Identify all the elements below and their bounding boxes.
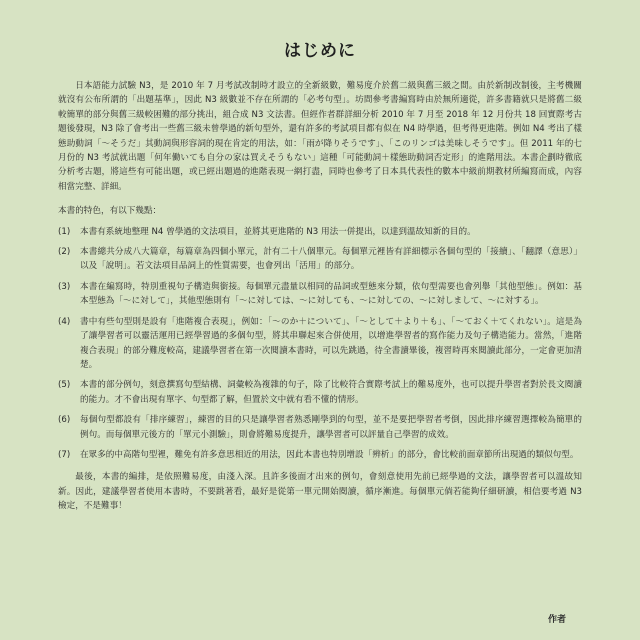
closing-paragraph: 最後，本書的編排，是依照難易度，由淺入深。且許多後面才出來的例句，會刻意使用先前已經學過的文法，讓學習者可以溫故知新。因此，建議學習者使用本書時，不要跳著看，最好是從第一單元開始閱讀，循序漸進。每個單元倘若能夠仔細研讀，相信要考過 N3 檢定，不是難事！: [58, 472, 582, 512]
feature-text: 本書總共分成八大篇章，每篇章為四個小單元，計有二十八個單元。每個單元裡皆有詳細標示各個句型的「接續」、「翻譯（意思）」以及「說明」。若文法項目品詞上的性質需要，也會列出「活用」的部分。: [80, 247, 582, 272]
feature-number: (3): [58, 281, 71, 292]
feature-number: (7): [58, 449, 71, 460]
feature-number: (1): [58, 226, 71, 237]
feature-text: 本書有系統地整理 N4 曾學過的文法項目，並將其更進階的 N3 用法一併提出，以達到溫故知新的目的。: [80, 226, 476, 237]
features-heading: 本書的特色，有以下幾點：: [58, 206, 162, 217]
feature-number: (6): [58, 415, 71, 426]
author-signature: 作者: [547, 615, 566, 625]
feature-number: (4): [58, 316, 71, 327]
feature-item-5: [58, 378, 582, 407]
feature-text: 本書在編寫時，特別重視句子構造與銜接。每個單元盡量以相同的品詞或型態來分類，依句型需要也會列舉「其他型態」。例如：基本型態為「～に対して」，其他型態則有「～に対しては、～に対しても、～に対しての、～に対しまして、～に対する」。: [80, 281, 582, 307]
feature-list: [58, 225, 582, 463]
feature-item-2: [58, 245, 582, 274]
feature-number: (5): [58, 380, 71, 391]
feature-text: 每個句型都設有「排序練習」，練習的目的只是讓學習者熟悉剛學到的句型，並不是要把學習者考倒，因此排序練習選擇較為簡單的例句。而每個單元後方的「單元小測驗」，則會將難易度提升，讓學習者可以評量自己學習的成效。: [80, 415, 582, 440]
feature-number: (2): [58, 247, 71, 258]
feature-text: 書中有些句型則是設有「進階複合表現」，例如：「～のか＋について」、「～として＋より＋も」、「～ておく＋てくれない」。這是為了讓學習者可以靈活運用已經學習過的多個句型，將其串聯起來合併使用，以增進學習者的寫作能力及句子構造能力。當然，「進階複合表現」的部分難度較高，建議學習者在第一次閱讀本書時，可以先跳過，待全書讀畢後，複習時再來閱讀此部分，一定會更加清楚。: [80, 316, 582, 370]
feature-item-6: [58, 413, 582, 442]
intro-paragraph: 日本語能力試驗 N3，是 2010 年 7 月考試改制時才設立的全新級數，難易度介於舊二級與舊三級之間。由於新制改制後，主考機關就沒有公布所謂的「出題基準」，因此 N3 級數並不存在所謂的「必考句型」。坊間參考書編寫時由於無所適從，許多書籍就只是將舊二級較簡單的部分與舊三級較困難的部分挑出，組合成 N3 文法書。但經作者群詳細分析 2010 年 7 月至 2018 年 12 月份共 18 回實際考古題後發現，N3 除了會考出一些舊三級未曾學過的新句型外，還有許多的考試項目都有似在 N4 時學過，但考得更進階。例如 N4 考出了樣態助動詞「～そうだ」其動詞與形容詞的現在肯定的用法，如：「雨が降りそうです」、「このリンゴは美味しそうです」。但 2011 年的七月份的 N3 考試就出題「何年働いても自分の家は買えそうもない」這種「可能動詞＋樣態助動詞否定形」的進階用法。本書企劃時徹底分析考古題，將這些有可能出題，或已經出題過的進階表現一網打盡，同時也參考了日本具代表性的數本中級前期教材所編寫而成，內容相當完整、詳細。: [58, 81, 582, 192]
feature-item-3: [58, 280, 582, 309]
feature-item-4: [58, 315, 582, 373]
feature-item-1: [58, 225, 582, 239]
feature-text: 在眾多的中高階句型裡，難免有許多意思相近的用法，因此本書也特別增設「辨析」的部分，會比較前面章節所出現過的類似句型。: [80, 449, 579, 460]
page-title: はじめに: [284, 41, 356, 61]
feature-item-7: [58, 448, 582, 462]
feature-text: 本書的部分例句，刻意撰寫句型結構、詞彙較為複雜的句子，除了比較符合實際考試上的難易度外，也可以提升學習者對於長文閱讀的能力。才不會出現有單字、句型都了解，但置於文中就有看不懂的情形。: [80, 380, 582, 405]
